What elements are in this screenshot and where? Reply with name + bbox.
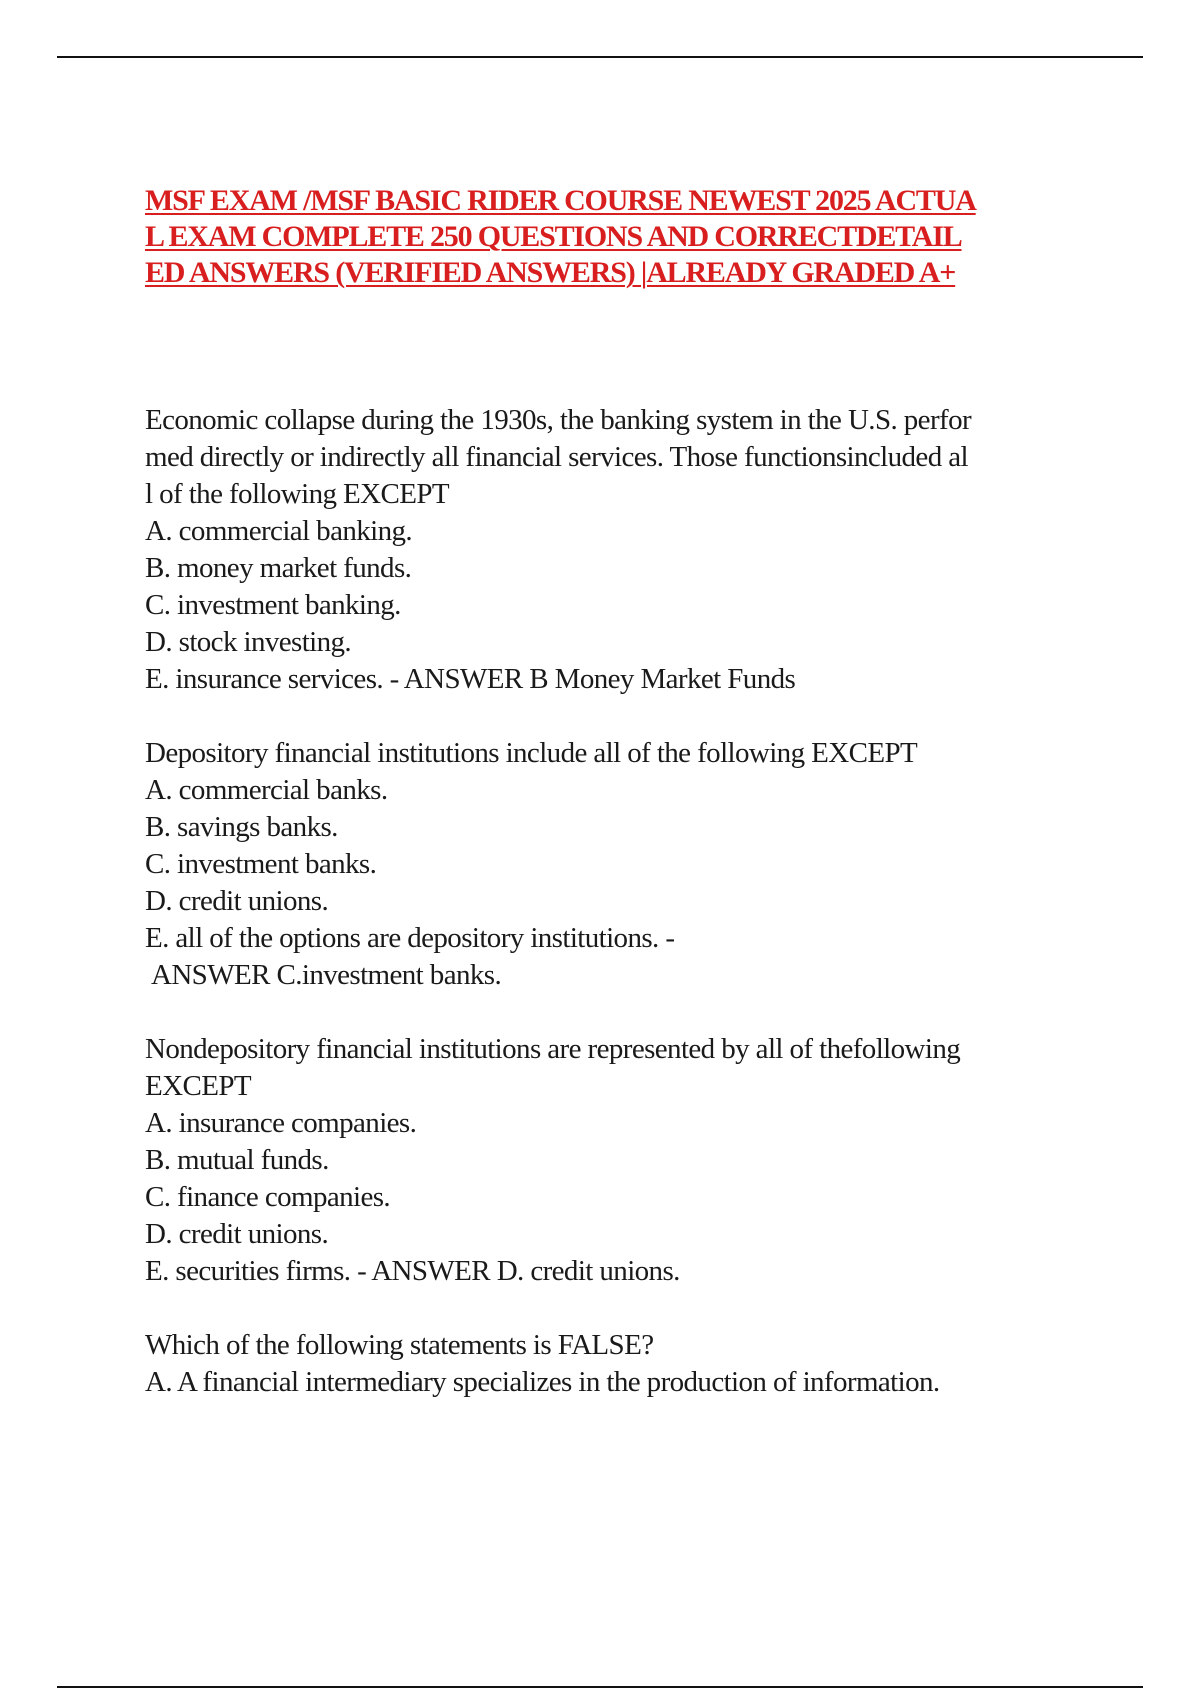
question-block <box>145 1327 1095 1401</box>
question-stem-line: Depository financial institutions include all of the following EXCEPT <box>145 737 918 769</box>
answer-option: E. all of the options are depository institutions. - <box>145 922 675 954</box>
title-line: L EXAM COMPLETE 250 QUESTIONS AND CORRECTDETAIL <box>145 220 962 253</box>
answer-option: D. stock investing. <box>145 626 352 658</box>
answer-option: E. insurance services. - ANSWER B Money Market Funds <box>145 663 796 695</box>
answer-option: C. investment banks. <box>145 848 377 880</box>
question-list <box>145 402 1095 1438</box>
answer-option: C. investment banking. <box>145 589 401 621</box>
question-stem-line: EXCEPT <box>145 1070 251 1102</box>
question-stem-line: Which of the following statements is FALSE? <box>145 1329 654 1361</box>
footer-rule <box>57 1686 1143 1688</box>
answer-option: C. finance companies. <box>145 1181 391 1213</box>
title-line: ED ANSWERS (VERIFIED ANSWERS) |ALREADY GRADED A+ <box>145 256 956 289</box>
question-stem-line: Nondepository financial institutions are represented by all of thefollowing <box>145 1033 961 1065</box>
title-line: MSF EXAM /MSF BASIC RIDER COURSE NEWEST 2025 ACTUA <box>145 184 976 217</box>
question-block <box>145 402 1095 698</box>
answer-option: D. credit unions. <box>145 1218 329 1250</box>
question-block <box>145 1031 1095 1290</box>
answer-option: A. commercial banking. <box>145 515 413 547</box>
header-rule <box>57 56 1143 58</box>
answer-option: E. securities firms. - ANSWER D. credit unions. <box>145 1255 680 1287</box>
answer-option: A. insurance companies. <box>145 1107 417 1139</box>
question-stem-line: l of the following EXCEPT <box>145 478 449 510</box>
question-stem-line: Economic collapse during the 1930s, the banking system in the U.S. perfor <box>145 404 972 436</box>
answer-option: B. money market funds. <box>145 552 412 584</box>
answer-option: B. mutual funds. <box>145 1144 329 1176</box>
answer-option: A. A financial intermediary specializes in the production of information. <box>145 1366 940 1398</box>
document-title <box>145 183 1085 291</box>
question-block <box>145 735 1095 994</box>
answer-key: ANSWER C.investment banks. <box>151 959 502 991</box>
answer-option: D. credit unions. <box>145 885 329 917</box>
answer-option: B. savings banks. <box>145 811 338 843</box>
answer-option: A. commercial banks. <box>145 774 388 806</box>
question-stem-line: med directly or indirectly all financial services. Those functionsincluded al <box>145 441 968 473</box>
